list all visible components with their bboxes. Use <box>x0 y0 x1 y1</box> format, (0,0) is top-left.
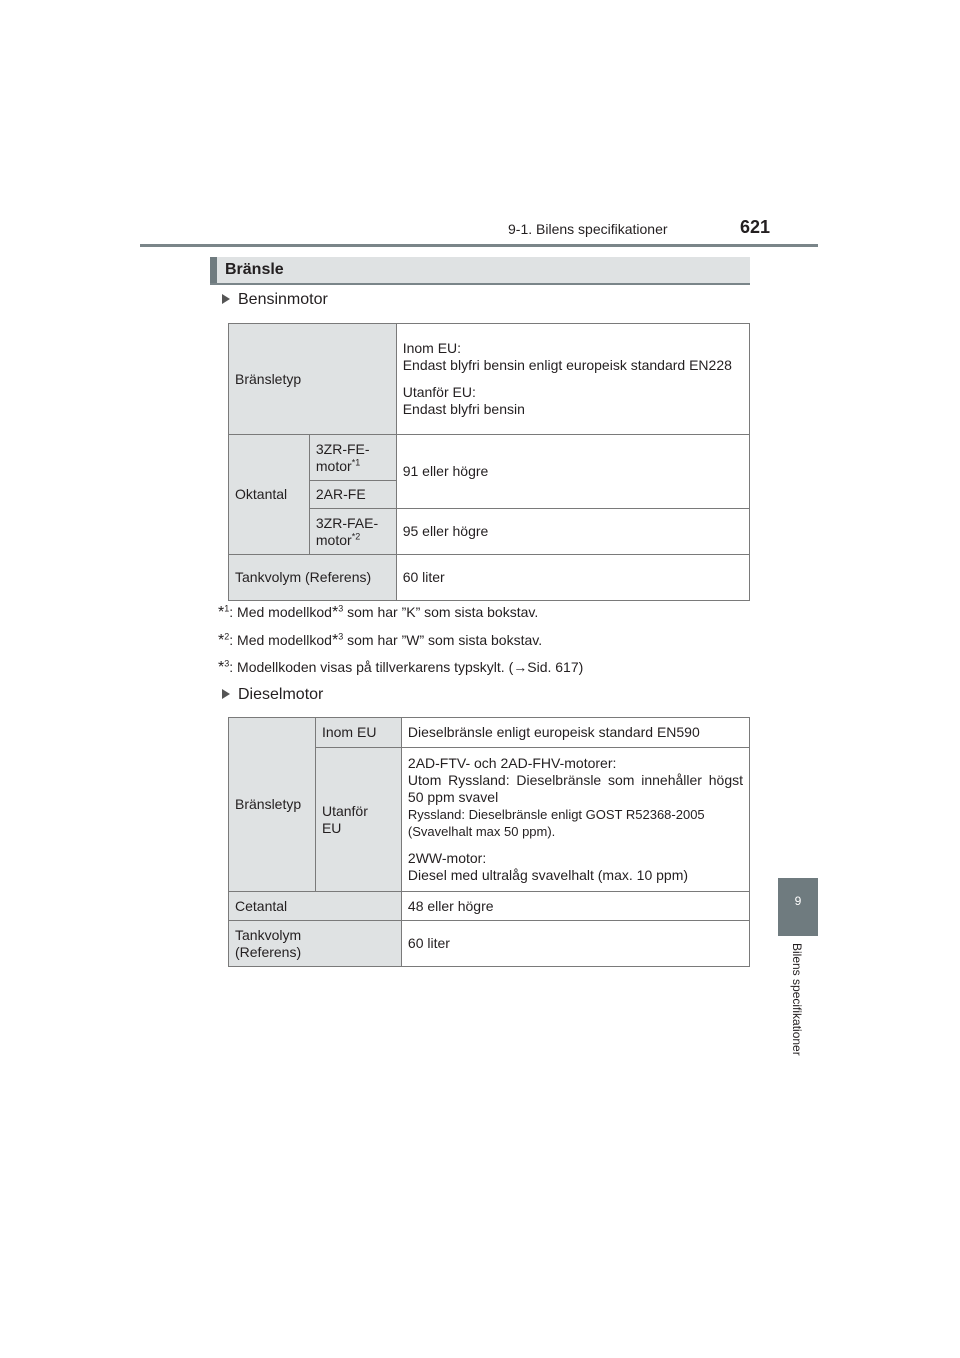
engine-name: 3ZR-FAE-motor <box>315 514 379 548</box>
engine-3zr-fae: 3ZR-FAE-motor$^{*2}$ <box>309 509 396 555</box>
section-header <box>210 257 750 283</box>
engine-2ar-fe: 2AR-FE <box>309 481 396 509</box>
footnote-mark: 3 <box>224 658 230 669</box>
chapter-title: 9-1. Bilens specifikationer <box>508 221 668 237</box>
footnote-mark: 2 <box>224 631 230 642</box>
diesel-spec-table <box>228 717 750 967</box>
octane-label: Oktantal <box>229 435 310 555</box>
cetane-value: 48 eller högre <box>401 892 749 921</box>
tank-value: 60 liter <box>396 555 749 601</box>
footnote-ref: 3 <box>338 631 344 642</box>
chapter-tab-number: 9 <box>794 894 802 908</box>
eu-value: Dieselbränsle enligt europeisk standard EN590 <box>401 718 749 748</box>
fuel-type-label: Bränsletyp <box>229 718 316 892</box>
petrol-spec-table <box>228 323 750 601</box>
footnote-text: : Med modellkod <box>229 632 332 648</box>
table-row <box>229 555 750 601</box>
tank-value: 60 liter <box>401 921 749 967</box>
footnote-text: som har ”W” som sista bokstav. <box>343 632 543 648</box>
non-eu-spec: Endast blyfri bensin <box>402 401 525 417</box>
footnote-1: *$^1$: Med modellkod*$^3$ som har ”K” som sista bokstav. <box>218 603 539 621</box>
2ww-spec: Diesel med ultralåg svavelhalt (max. 10 ppm) <box>407 867 689 883</box>
section-underline <box>210 283 750 285</box>
triangle-bullet-icon <box>222 689 230 699</box>
non-eu-value <box>401 748 749 892</box>
table-row <box>229 435 750 481</box>
engine-3zr-fe: 3ZR-FE-motor$^{*1}$ <box>309 435 396 481</box>
chapter-tab-label: Bilens specifikationer <box>790 943 804 1056</box>
footnote-text: : Modellkoden visas på tillverkarens typskylt. (→Sid. 617) <box>229 659 584 675</box>
footnote-2: *$^2$: Med modellkod*$^3$ som har ”W” som sista bokstav. <box>218 631 543 649</box>
engine-name: 3ZR-FE-motor <box>315 440 370 474</box>
eu-label: Inom EU <box>315 718 401 748</box>
petrol-subheading-text: Bensinmotor <box>238 291 328 308</box>
non-eu-label-text: Utanför EU <box>321 802 368 836</box>
tank-label-text: Tankvolym (Referens) <box>235 926 302 960</box>
footnote-ref: 1 <box>355 456 361 467</box>
table-row <box>229 718 750 748</box>
triangle-bullet-icon <box>222 294 230 304</box>
section-header-bar <box>210 257 217 283</box>
table-row <box>229 324 750 435</box>
section-title: Bränsle <box>225 261 284 278</box>
russia-spec: Ryssland: Dieselbränsle enligt GOST R52368-2005 (Svavelhalt max 50 ppm). <box>407 807 705 839</box>
petrol-subheading <box>222 291 328 309</box>
table-row <box>229 921 750 967</box>
non-eu-line: Utanför EU: <box>402 384 476 400</box>
footnote-ref: 2 <box>355 530 361 541</box>
footnote-text: som har ”K” som sista bokstav. <box>343 604 539 620</box>
table-row <box>229 892 750 921</box>
footnote-ref: 3 <box>338 603 344 614</box>
tank-label <box>229 921 402 967</box>
non-eu-label <box>315 748 401 892</box>
fuel-type-label: Bränsletyp <box>229 324 397 435</box>
footnote-mark: 1 <box>224 603 230 614</box>
octane-value-95: 95 eller högre <box>396 509 749 555</box>
fuel-type-value <box>396 324 749 435</box>
eu-spec: Endast blyfri bensin enligt europeisk standard EN228 <box>402 357 732 373</box>
header-rule <box>140 244 818 247</box>
eu-line: Inom EU: <box>402 340 462 356</box>
diesel-subheading-text: Dieselmotor <box>238 686 324 703</box>
page-number: 621 <box>740 217 771 237</box>
octane-value-91: 91 eller högre <box>396 435 749 509</box>
cetane-label: Cetantal <box>229 892 402 921</box>
engine-group-2ww: 2WW-motor: <box>407 850 487 866</box>
outside-russia-spec: Utom Ryssland: Dieselbränsle som innehåller högst 50 ppm svavel <box>407 772 743 805</box>
footnote-text: : Med modellkod <box>229 604 332 620</box>
tank-label: Tankvolym (Referens) <box>229 555 397 601</box>
engine-group-2ad: 2AD-FTV- och 2AD-FHV-motorer: <box>407 755 617 771</box>
footnote-3: *$^3$: Modellkoden visas på tillverkarens typskylt. (→Sid. 617) <box>218 658 584 676</box>
diesel-subheading <box>222 686 323 704</box>
